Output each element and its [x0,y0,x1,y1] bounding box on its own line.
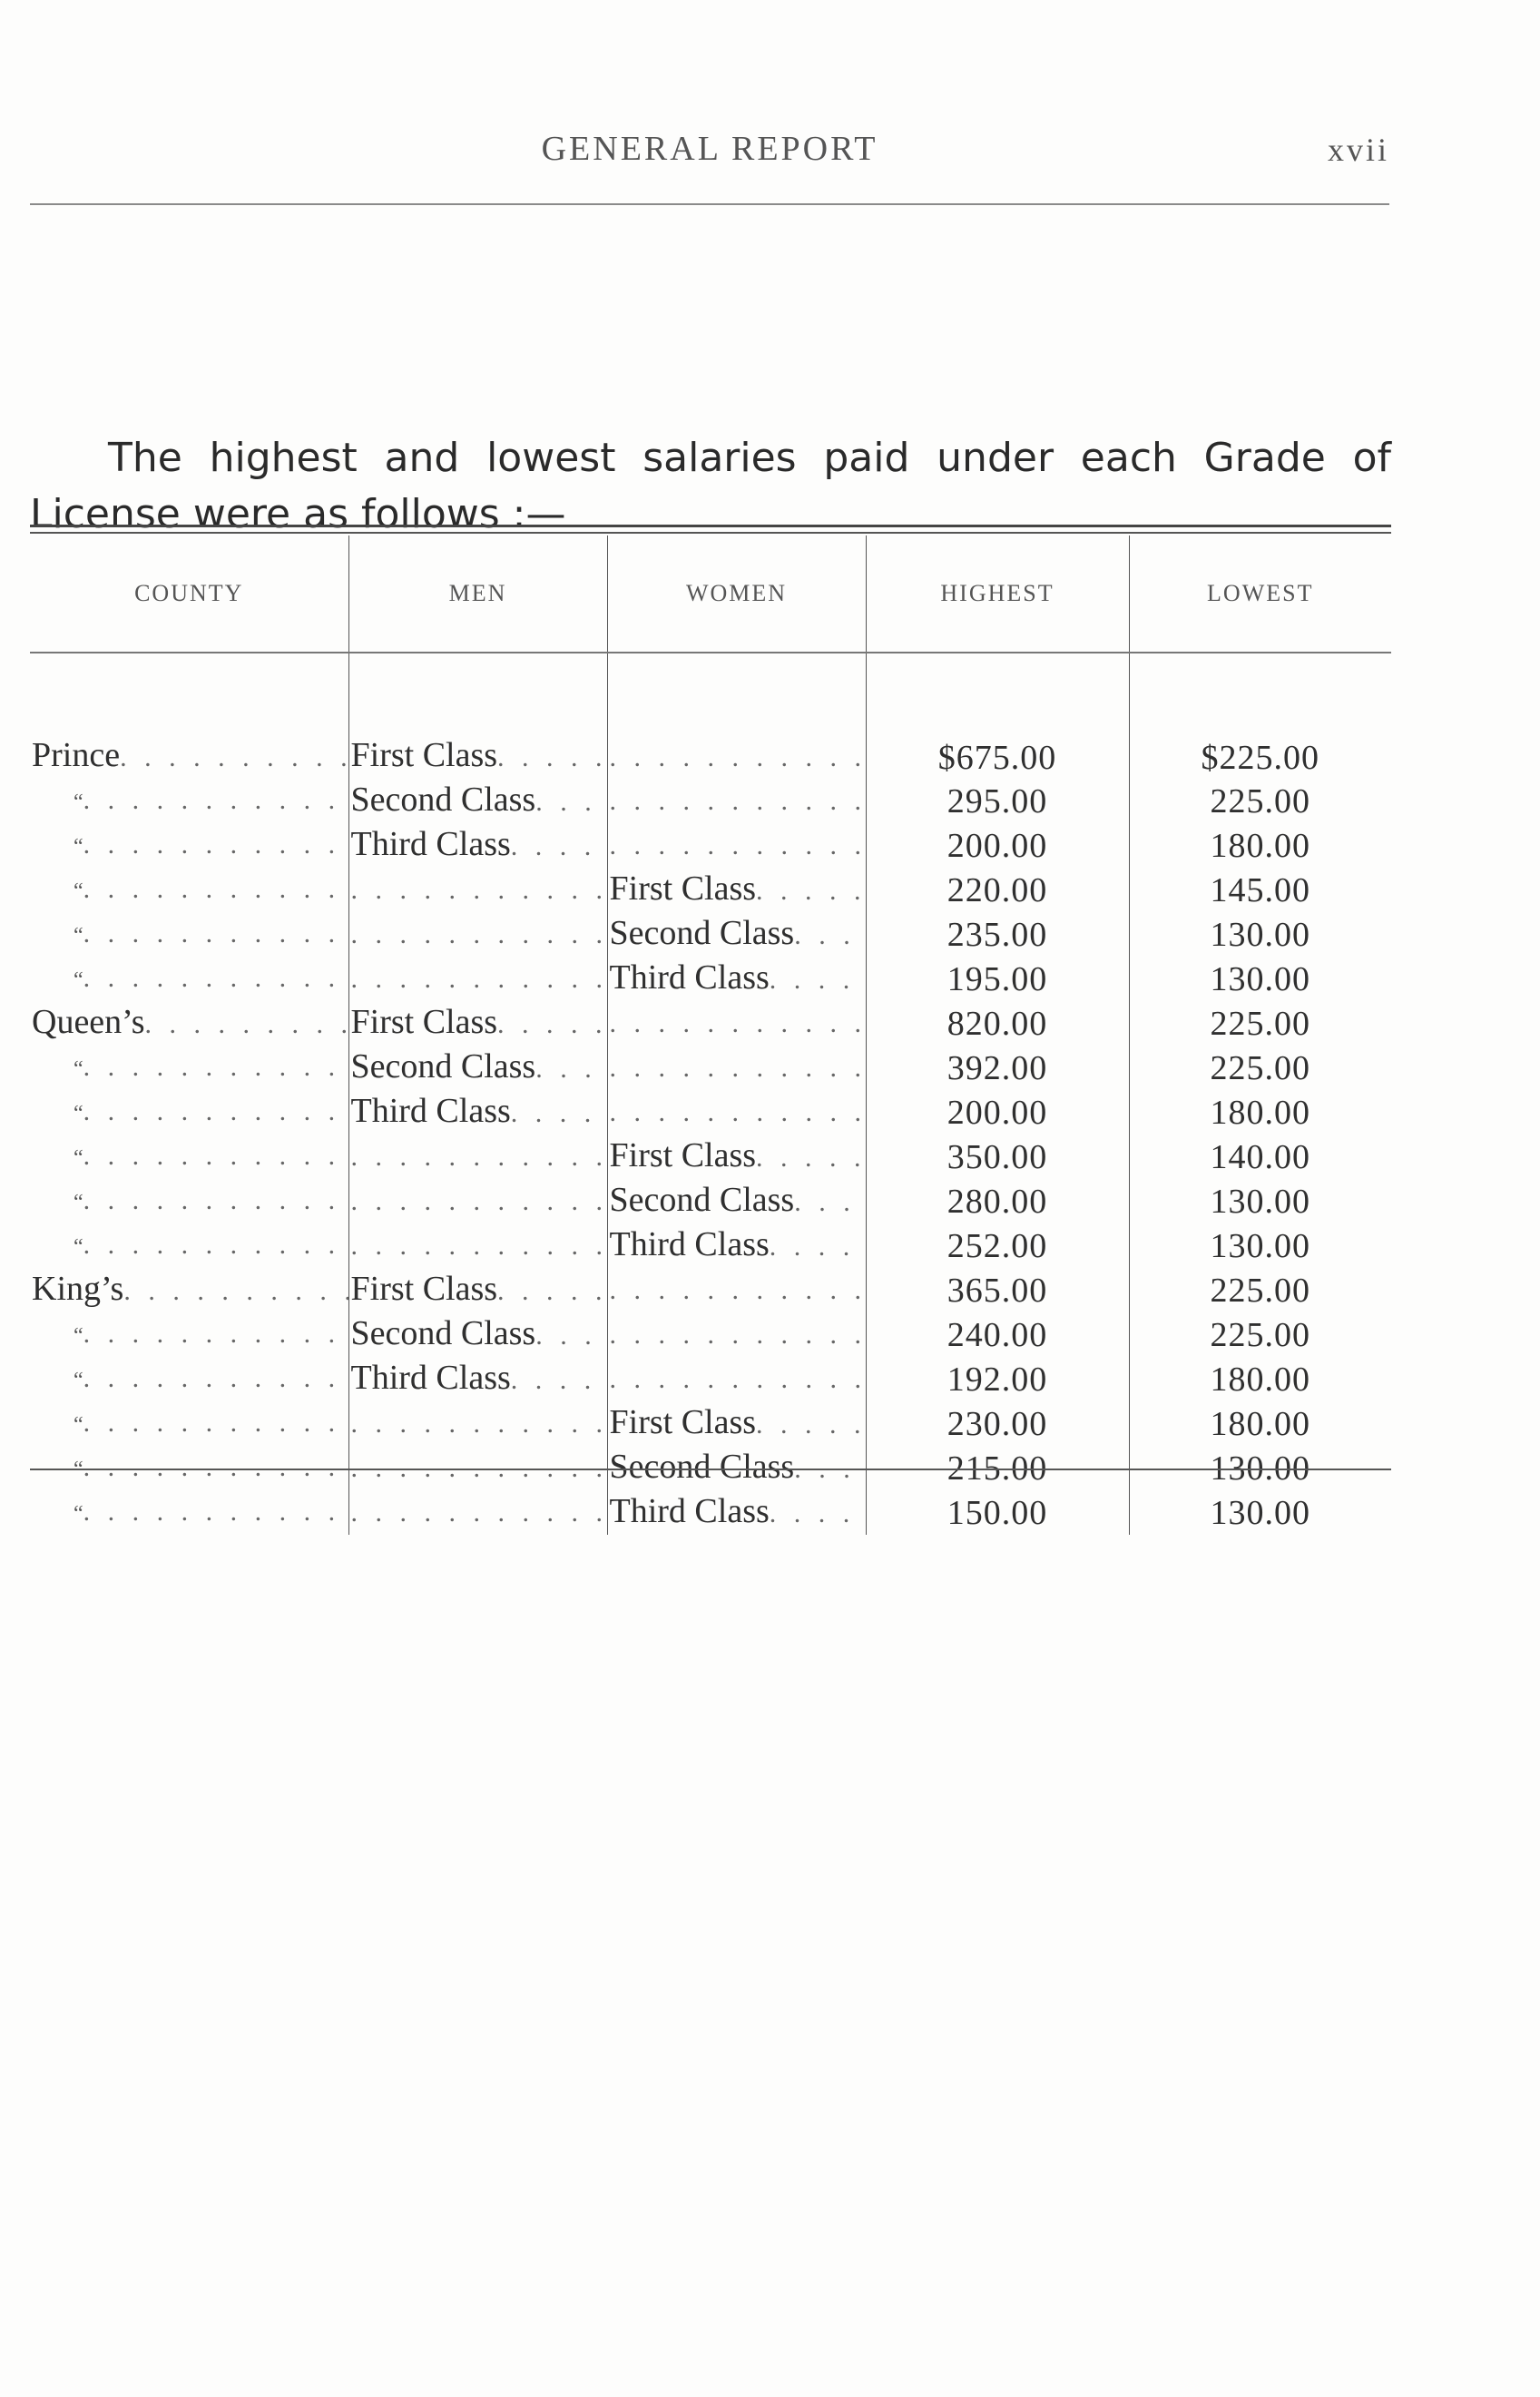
women-grade-cell [607,957,866,1001]
county-cell [30,1401,348,1446]
women-grade-cell [607,1401,866,1446]
highest-salary: 365.00 [866,1268,1129,1312]
lowest-salary: 145.00 [1129,868,1391,912]
leader-dots [83,958,348,999]
women-grade-cell [607,868,866,912]
leader-dots [756,870,865,912]
highest-salary: 820.00 [866,1001,1129,1046]
county-name: “ [74,968,83,992]
lowest-salary: 180.00 [1129,823,1391,868]
leader-dots [83,1180,348,1222]
column-header-highest: HIGHEST [866,535,1129,653]
county-name: “ [74,923,83,948]
lowest-salary: 130.00 [1129,1446,1391,1490]
leader-dots [770,959,866,1001]
highest-salary: 230.00 [866,1401,1129,1446]
table-row [30,1357,1391,1401]
women-grade-cell [607,1001,866,1046]
leader-dots [535,781,606,823]
women-grade: First Class [609,869,757,908]
leader-dots [794,1182,865,1223]
women-grade-cell [607,1357,866,1401]
men-grade: Third Class [350,825,511,863]
women-grade: Third Class [609,1225,770,1263]
lowest-salary: 225.00 [1129,1046,1391,1090]
table-row [30,912,1391,957]
county-cell [30,1312,348,1357]
leader-dots [610,1270,866,1311]
leader-dots [83,913,348,955]
highest-salary: 240.00 [866,1312,1129,1357]
men-grade: Third Class [350,1359,511,1397]
county-name: “ [74,879,83,903]
men-grade-cell [348,653,607,779]
leader-dots [83,824,348,866]
women-grade-cell [607,823,866,868]
men-grade-cell [348,1357,607,1401]
salary-table [30,535,1391,1535]
women-grade: Second Class [609,914,795,952]
leader-dots [770,1226,866,1268]
leader-dots [497,1271,606,1312]
leader-dots [497,1004,606,1046]
county-name: “ [74,1368,83,1392]
men-grade: First Class [350,1003,498,1041]
county-name: Queen’s [32,1003,145,1041]
county-cell [30,779,348,823]
county-cell [30,1001,348,1046]
leader-dots [83,1313,348,1355]
highest-salary: 392.00 [866,1046,1129,1090]
leader-dots [145,1004,348,1046]
running-head [30,129,1389,174]
lowest-salary: 225.00 [1129,1312,1391,1357]
table-row [30,1179,1391,1223]
table-row [30,1223,1391,1268]
leader-dots [511,1360,607,1401]
women-grade-cell [607,912,866,957]
lowest-salary: 130.00 [1129,1179,1391,1223]
lowest-salary: 130.00 [1129,912,1391,957]
column-header-women: WOMEN [607,535,866,653]
table-row [30,1490,1391,1535]
county-cell [30,1090,348,1135]
county-cell [30,1357,348,1401]
men-grade: Second Class [350,1047,536,1086]
women-grade: Second Class [609,1448,795,1486]
men-grade: First Class [350,1270,498,1308]
highest-salary: 200.00 [866,823,1129,868]
leader-dots [83,1091,348,1133]
county-name: “ [74,1501,83,1526]
women-grade-cell [607,1179,866,1223]
lowest-salary: 225.00 [1129,1268,1391,1312]
women-grade-cell [607,1490,866,1535]
leader-dots [83,1358,348,1400]
lowest-salary: 180.00 [1129,1401,1391,1446]
table-row [30,868,1391,912]
lowest-salary: 225.00 [1129,779,1391,823]
county-name: “ [74,1457,83,1481]
men-grade-cell [348,1490,607,1535]
county-cell [30,1268,348,1312]
county-cell [30,1135,348,1179]
women-grade-cell [607,1046,866,1090]
women-grade: Third Class [609,1492,770,1530]
women-grade-cell [607,779,866,823]
lowest-salary: 225.00 [1129,1001,1391,1046]
men-grade-cell [348,1135,607,1179]
men-grade-cell [348,1268,607,1312]
county-name: “ [74,1101,83,1125]
men-grade-cell [348,912,607,957]
county-cell [30,1179,348,1223]
women-grade-cell [607,653,866,779]
women-grade-cell [607,1268,866,1312]
leader-dots [794,915,865,957]
leader-dots [83,1135,348,1177]
table-bottom-rule [30,1469,1391,1470]
women-grade: Third Class [609,958,770,997]
leader-dots [351,1136,607,1178]
leader-dots [535,1048,606,1090]
women-grade-cell [607,1312,866,1357]
men-grade-cell [348,823,607,868]
leader-dots [511,826,607,868]
table-top-rule-inner [30,532,1391,534]
table-row [30,779,1391,823]
leader-dots [351,1403,607,1445]
leader-dots [351,869,607,911]
men-grade-cell [348,1001,607,1046]
county-cell [30,823,348,868]
running-title: GENERAL REPORT [541,130,878,168]
highest-salary: 192.00 [866,1357,1129,1401]
leader-dots [351,1492,607,1534]
highest-salary: $675.00 [866,653,1129,779]
table-row [30,1135,1391,1179]
table-row [30,957,1391,1001]
highest-salary: 215.00 [866,1446,1129,1490]
header-rule [30,203,1389,205]
lowest-salary: 140.00 [1129,1135,1391,1179]
county-cell [30,653,348,779]
leader-dots [83,780,348,821]
highest-salary: 252.00 [866,1223,1129,1268]
county-cell [30,868,348,912]
leader-dots [351,1225,607,1267]
intro-paragraph: The highest and lowest salaries paid under each Grade of License were as follows :— [30,435,1391,537]
county-name: “ [74,1056,83,1081]
leader-dots [610,1047,866,1089]
leader-dots [497,737,606,779]
county-cell [30,1490,348,1535]
leader-dots [511,1093,607,1135]
men-grade: Third Class [350,1092,511,1130]
lowest-salary: $225.00 [1129,653,1391,779]
county-name: “ [74,790,83,814]
men-grade: Second Class [350,781,536,819]
men-grade-cell [348,779,607,823]
men-grade-cell [348,957,607,1001]
leader-dots [756,1137,865,1179]
county-name: King’s [32,1270,124,1308]
men-grade-cell [348,1312,607,1357]
leader-dots [610,1092,866,1134]
table-top-rule [30,525,1391,527]
highest-salary: 150.00 [866,1490,1129,1535]
county-name: “ [74,1234,83,1259]
leader-dots [351,1181,607,1223]
table-row [30,1312,1391,1357]
women-grade: First Class [609,1136,757,1174]
lowest-salary: 180.00 [1129,1357,1391,1401]
highest-salary: 280.00 [866,1179,1129,1223]
leader-dots [123,1271,348,1312]
lowest-salary: 180.00 [1129,1090,1391,1135]
leader-dots [83,1402,348,1444]
county-name: “ [74,1190,83,1214]
lowest-salary: 130.00 [1129,1490,1391,1535]
women-grade: First Class [609,1403,757,1441]
table-row [30,1401,1391,1446]
leader-dots [610,781,866,822]
leader-dots [351,958,607,1000]
county-name: Prince [32,736,121,774]
leader-dots [610,1314,866,1356]
county-name: “ [74,1323,83,1348]
table-header-row [30,535,1391,653]
leader-dots [610,737,866,779]
women-grade-cell [607,1090,866,1135]
leader-dots [83,1046,348,1088]
county-name: “ [74,1145,83,1170]
men-grade-cell [348,1090,607,1135]
leader-dots [756,1404,865,1446]
county-name: “ [74,834,83,859]
leader-dots [535,1315,606,1357]
table-row [30,653,1391,779]
column-header-men: MEN [348,535,607,653]
men-grade-cell [348,868,607,912]
men-grade-cell [348,1046,607,1090]
page-number: xvii [1327,132,1389,168]
leader-dots [610,1359,866,1400]
county-cell [30,957,348,1001]
table-body [30,653,1391,1535]
leader-dots [83,1491,348,1533]
highest-salary: 220.00 [866,868,1129,912]
column-header-county: COUNTY [30,535,348,653]
leader-dots [351,914,607,956]
leader-dots [610,825,866,867]
men-grade: Second Class [350,1314,536,1352]
leader-dots [83,869,348,910]
column-header-lowest: LOWEST [1129,535,1391,653]
men-grade-cell [348,1223,607,1268]
county-cell [30,1223,348,1268]
women-grade: Second Class [609,1181,795,1219]
leader-dots [83,1447,348,1488]
table-row [30,1001,1391,1046]
county-cell [30,1046,348,1090]
county-cell [30,912,348,957]
county-name: “ [74,1412,83,1437]
highest-salary: 350.00 [866,1135,1129,1179]
highest-salary: 295.00 [866,779,1129,823]
highest-salary: 200.00 [866,1090,1129,1135]
lowest-salary: 130.00 [1129,957,1391,1001]
leader-dots [83,1224,348,1266]
lowest-salary: 130.00 [1129,1223,1391,1268]
leader-dots [770,1493,866,1535]
table-row [30,823,1391,868]
leader-dots [120,737,348,779]
highest-salary: 235.00 [866,912,1129,957]
leader-dots [610,1003,866,1045]
women-grade-cell [607,1135,866,1179]
women-grade-cell [607,1223,866,1268]
men-grade: First Class [350,736,498,774]
table-row [30,1046,1391,1090]
highest-salary: 195.00 [866,957,1129,1001]
table-row [30,1268,1391,1312]
men-grade-cell [348,1179,607,1223]
men-grade-cell [348,1401,607,1446]
table-row [30,1090,1391,1135]
